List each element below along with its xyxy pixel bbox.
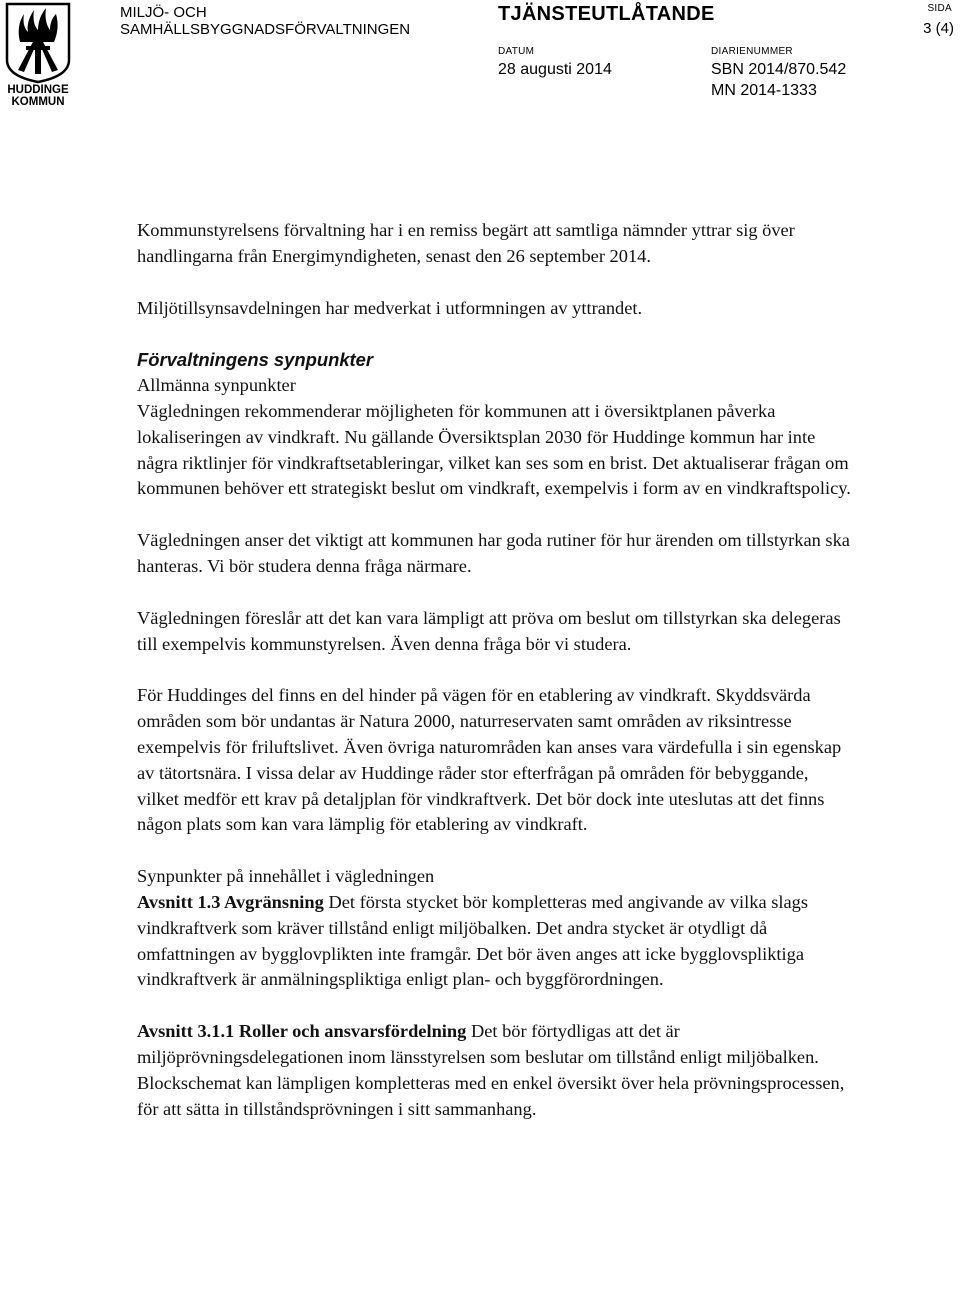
paragraph-oversiktsplan: Vägledningen rekommenderar möjligheten för kommunen att i översiktplanen påverka lokaliseringen av vindkraft. Nu gällande Översiktsplan 2030 för Huddinge kommun har inte några riktlinjer för vindkraftsetableringar, vilket kan ses som en brist. Det aktualiserar frågan om kommunen behöver ett strategiskt beslut om vindkraft, exempelvis i form av en vindkraftspolicy. (137, 400, 851, 499)
page-label: SIDA (927, 3, 952, 14)
avsnitt-1-3-text: Det första stycket bör kompletteras med angivande av vilka slags vindkraftverk som kräver tillstånd enligt miljöbalken. Det andra stycket är otydligt då omfattningen av bygglovplikten inte framgår. Det bör även anges att icke bygglovspliktiga vindkraftverk är anmälningspliktiga enligt plan- och byggförordningen. (137, 891, 808, 990)
department-line1: MILJÖ- OCH (120, 4, 207, 21)
paragraph-avsnitt-1-3 (137, 890, 853, 993)
subheading-general: Allmänna synpunkter (137, 375, 296, 396)
section-heading: Förvaltningens synpunkter (137, 349, 374, 371)
municipality-logo (4, 2, 72, 108)
logo-text-line1: HUDDINGE (7, 84, 69, 96)
avsnitt-1-3-title: Avsnitt 1.3 Avgränsning (137, 891, 324, 912)
diary-value-1: SBN 2014/870.542 (711, 61, 847, 78)
avsnitt-3-1-1-text: Det bör förtydligas att det är miljöprövningsdelegationen inom länsstyrelsen som beslutar om tillstånd enligt miljöbalken. Blockschemat kan lämpligen kompletteras med en enkel översikt över hela prövningsprocessen, för att sätta in tillståndsprövningen i sitt sammanhang. (137, 1021, 845, 1119)
diary-label: DIARIENUMMER (711, 46, 793, 57)
date-label: DATUM (498, 46, 535, 57)
coat-of-arms-icon (4, 2, 72, 84)
paragraph-delegering: Vägledningen föreslår att det kan vara lämpligt att pröva om beslut om tillstyrkan ska delegeras till exempelvis kommunstyrelsen. Även denna fråga bör vi studera. (137, 607, 841, 654)
document-body (137, 218, 853, 1122)
date-value: 28 augusti 2014 (498, 61, 612, 78)
subheading-content: Synpunkter på innehållet i vägledningen (137, 866, 435, 887)
paragraph-rutiner: Vägledningen anser det viktigt att kommunen har goda rutiner för hur ärenden om tillstyrkan ska hanteras. Vi bör studera denna fråga närmare. (137, 530, 850, 576)
department-name (120, 4, 410, 38)
document-type: TJÄNSTEUTLÅTANDE (498, 3, 715, 25)
paragraph-miljotillsyn: Miljötillsynsavdelningen har medverkat i utformningen av yttrandet. (137, 297, 643, 318)
department-line2: SAMHÄLLSBYGGNADSFÖRVALTNINGEN (120, 21, 411, 38)
diary-value-2: MN 2014-1333 (711, 82, 817, 99)
logo-text-line2: KOMMUN (11, 96, 65, 108)
paragraph-remiss: Kommunstyrelsens förvaltning har i en remiss begärt att samtliga nämnder yttrar sig över handlingarna från Energimyndigheten, senast den 26 september 2014. (137, 220, 795, 266)
paragraph-avsnitt-3-1-1 (137, 1019, 853, 1122)
paragraph-hinder: För Huddinges del finns en del hinder på vägen för en etablering av vindkraft. Skyddsvärda områden som bör undantas är Natura 2000, naturreservaten samt områden av riksintresse exempelvis för friluftslivet. Även övriga naturområden kan anses vara värdefulla i sin egenskap av tätortsnära. I vissa delar av Huddinge råder stor efterfrågan på områden för bebyggande, vilket medför ett krav på detaljplan för vindkraftverk. Det bör dock inte uteslutas att det finns någon plats som kan vara lämplig för etablering av vindkraft. (137, 685, 842, 835)
avsnitt-3-1-1-title: Avsnitt 3.1.1 Roller och ansvarsfördelning (137, 1021, 467, 1042)
page-number: 3 (4) (923, 20, 954, 37)
